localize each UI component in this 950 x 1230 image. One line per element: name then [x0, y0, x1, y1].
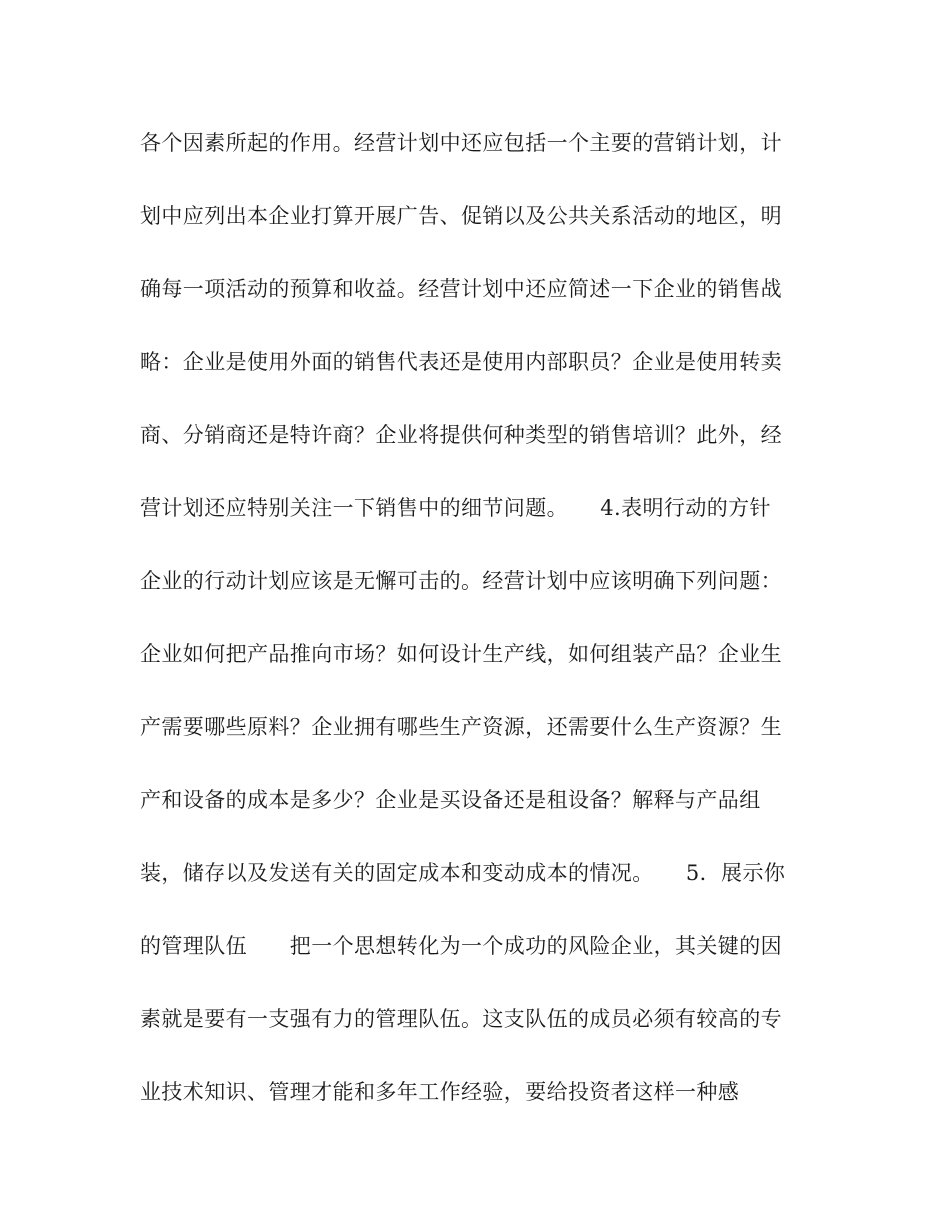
text-line: 企业如何把产品推向市场？如何设计生产线，如何组装产品？企业生 [140, 642, 782, 666]
text-line: 略：企业是使用外面的销售代表还是使用内部职员？企业是使用转卖 [140, 350, 782, 374]
text-line: 的管理队伍 把一个思想转化为一个成功的风险企业，其关键的因 [140, 934, 782, 958]
text-line: 装，储存以及发送有关的固定成本和变动成本的情况。 5．展示你 [140, 861, 786, 885]
text-line: 产需要哪些原料？企业拥有哪些生产资源，还需要什么生产资源？生 [140, 715, 782, 739]
text-line: 划中应列出本企业打算开展广告、促销以及公共关系活动的地区，明 [140, 204, 782, 228]
text-line: 确每一项活动的预算和收益。经营计划中还应简述一下企业的销售战 [140, 277, 782, 301]
text-line: 各个因素所起的作用。经营计划中还应包括一个主要的营销计划，计 [140, 131, 782, 155]
text-line: 企业的行动计划应该是无懈可击的。经营计划中应该明确下列问题： [140, 569, 782, 593]
text-line: 产和设备的成本是多少？企业是买设备还是租设备？解释与产品组 [140, 788, 761, 812]
text-line: 营计划还应特别关注一下销售中的细节问题。 4.表明行动的方针 [140, 496, 771, 520]
text-line: 业技术知识、管理才能和多年工作经验，要给投资者这样一种感 [140, 1080, 740, 1104]
text-line: 素就是要有一支强有力的管理队伍。这支队伍的成员必须有较高的专 [140, 1007, 782, 1031]
text-line: 商、分销商还是特许商？企业将提供何种类型的销售培训？此外，经 [140, 423, 782, 447]
